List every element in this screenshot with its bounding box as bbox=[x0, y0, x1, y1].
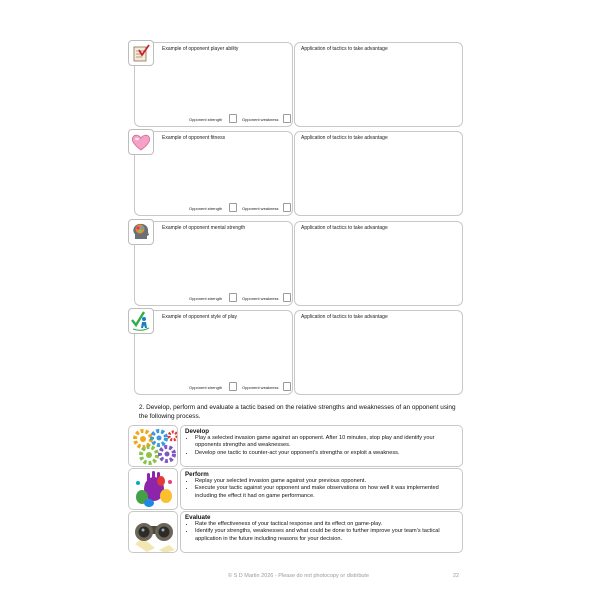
weakness-checkbox[interactable] bbox=[283, 293, 291, 302]
phase-evaluate bbox=[128, 511, 463, 553]
weakness-label: Opponent weakness bbox=[242, 206, 279, 211]
bullet-item: • Identify your strengths, weaknesses and what could be done to further improve your team’s tactical application in the future including reasons for your decision. bbox=[195, 528, 460, 543]
opponent-example-box[interactable] bbox=[134, 310, 293, 395]
tactics-box[interactable] bbox=[294, 310, 463, 395]
strength-label: Opponent strength bbox=[189, 117, 223, 122]
opponent-row bbox=[128, 310, 463, 395]
bullet-item: • Execute your tactic against your opponent and make observations on how well it was implemented including the effect it had on game performance. bbox=[195, 485, 460, 500]
phase-perform bbox=[128, 468, 463, 510]
question-text: 2. Develop, perform and evaluate a tactic based on the relative strengths and weaknesses of an opponent using the following process. bbox=[139, 404, 456, 420]
bullet-item: • Develop one tactic to counter-act your opponent’s strengths or exploit a weakness. bbox=[195, 450, 460, 457]
heart-icon bbox=[128, 129, 154, 155]
phase-title: Evaluate bbox=[185, 514, 211, 521]
player-check-icon bbox=[128, 308, 154, 334]
tactics-box[interactable] bbox=[294, 131, 463, 216]
paint-hands-icon bbox=[128, 468, 178, 510]
tactics-label: Application of tactics to take advantage bbox=[301, 46, 388, 52]
tactics-box[interactable] bbox=[294, 221, 463, 306]
weakness-checkbox[interactable] bbox=[283, 114, 291, 123]
gears-icon bbox=[128, 425, 178, 467]
phase-title: Develop bbox=[185, 428, 210, 435]
bullet-item: • Replay your selected invasion game against your previous opponent. bbox=[195, 478, 460, 485]
page-number: 22 bbox=[453, 573, 460, 579]
bullet-item: • Rate the effectiveness of your tactical response and its effect on game-play. bbox=[195, 521, 460, 528]
opponent-example-label: Example of opponent mental strength bbox=[162, 225, 246, 231]
copyright-footer: © S D Martin 2026 - Please do not photocopy or distribute bbox=[228, 573, 370, 579]
strength-checkbox[interactable] bbox=[229, 203, 237, 212]
phase-title: Perform bbox=[185, 471, 209, 478]
checklist-icon bbox=[128, 40, 154, 66]
weakness-checkbox[interactable] bbox=[283, 382, 291, 391]
strength-label: Opponent strength bbox=[189, 385, 223, 390]
phase-bullets bbox=[185, 478, 460, 500]
phase-bullets bbox=[185, 521, 460, 543]
opponent-example-label: Example of opponent player ability bbox=[162, 46, 239, 52]
strength-checkbox[interactable] bbox=[229, 114, 237, 123]
tactics-label: Application of tactics to take advantage bbox=[301, 314, 388, 320]
opponent-example-box[interactable] bbox=[134, 221, 293, 306]
tactics-label: Application of tactics to take advantage bbox=[301, 225, 388, 231]
strength-checkbox[interactable] bbox=[229, 293, 237, 302]
phase-text-box bbox=[180, 511, 463, 553]
binoculars-icon bbox=[128, 511, 178, 553]
tactics-box[interactable] bbox=[294, 42, 463, 127]
weakness-label: Opponent weakness bbox=[242, 117, 279, 122]
opponent-example-box[interactable] bbox=[134, 42, 293, 127]
tactics-label: Application of tactics to take advantage bbox=[301, 135, 388, 141]
opponent-example-label: Example of opponent fitness bbox=[162, 135, 226, 141]
opponent-row bbox=[128, 42, 463, 127]
bullet-item: • Play a selected invasion game against an opponent. After 10 minutes, stop play and identify your opponents strengths and weaknesses. bbox=[195, 435, 460, 450]
phase-text-box bbox=[180, 425, 463, 467]
opponent-example-box[interactable] bbox=[134, 131, 293, 216]
phase-develop bbox=[128, 425, 463, 467]
brain-head-icon bbox=[128, 219, 154, 245]
opponent-row bbox=[128, 131, 463, 216]
weakness-checkbox[interactable] bbox=[283, 203, 291, 212]
opponent-row bbox=[128, 221, 463, 306]
strength-checkbox[interactable] bbox=[229, 382, 237, 391]
weakness-label: Opponent weakness bbox=[242, 385, 279, 390]
opponent-example-label: Example of opponent style of play bbox=[162, 314, 238, 320]
strength-label: Opponent strength bbox=[189, 296, 223, 301]
phase-text-box bbox=[180, 468, 463, 510]
strength-label: Opponent strength bbox=[189, 206, 223, 211]
weakness-label: Opponent weakness bbox=[242, 296, 279, 301]
phase-bullets bbox=[185, 435, 460, 457]
